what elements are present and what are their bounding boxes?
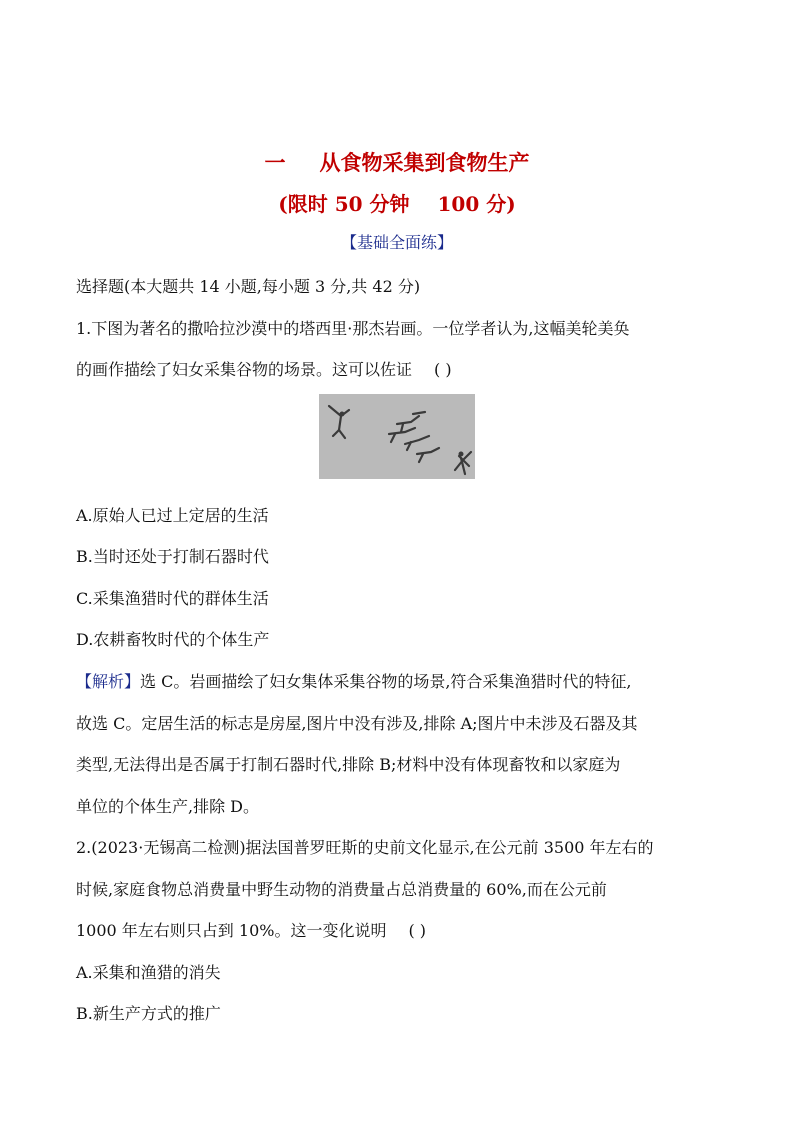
q1-option-a: A.原始人已过上定居的生活	[76, 506, 269, 525]
q1-option-d: D.农耕畜牧时代的个体生产	[76, 630, 270, 649]
q2-option-a: A.采集和渔猎的消失	[76, 963, 221, 982]
rock-painting-figures	[319, 394, 475, 479]
q1-option-c: C.采集渔猎时代的群体生活	[76, 589, 269, 608]
q1-stem-line-1: 1.下图为著名的撒哈拉沙漠中的塔西里·那杰岩画。一位学者认为,这幅美轮美奂	[76, 319, 630, 338]
time-limit: (限时 50 分钟	[278, 192, 410, 216]
q1-option-b: B.当时还处于打制石器时代	[76, 547, 269, 566]
q2-answer-blank: ( )	[408, 921, 427, 940]
q2-stem-line-3	[76, 918, 726, 941]
section-heading: 【基础全面练】	[340, 233, 453, 252]
page-title	[0, 147, 794, 177]
rock-painting-image	[319, 394, 475, 479]
q1-stem-text: 的画作描绘了妇女采集谷物的场景。这可以佐证	[76, 360, 413, 379]
q1-analysis-line-2: 故选 C。定居生活的标志是房屋,图片中没有涉及,排除 A;图片中未涉及石器及其	[76, 714, 638, 733]
title-number: 一	[264, 151, 286, 175]
analysis-text-1: 选 C。岩画描绘了妇女集体采集谷物的场景,符合采集渔猎时代的特征,	[140, 672, 632, 691]
score-total: 100 分)	[437, 192, 516, 216]
instructions: 选择题(本大题共 14 小题,每小题 3 分,共 42 分)	[76, 277, 421, 296]
q2-stem-text: 1000 年左右则只占到 10%。这一变化说明	[76, 921, 387, 940]
title-text: 从食物采集到食物生产	[319, 151, 530, 175]
q2-stem-line-2: 时候,家庭食物总消费量中野生动物的消费量占总消费量的 60%,而在公元前	[76, 880, 607, 899]
q2-option-b: B.新生产方式的推广	[76, 1004, 221, 1023]
q1-analysis-line-4: 单位的个体生产,排除 D。	[76, 797, 260, 816]
page-subtitle	[0, 188, 794, 217]
q1-analysis-line-1	[76, 669, 726, 692]
analysis-tag: 【解析】	[76, 672, 141, 691]
q1-answer-blank: ( )	[434, 360, 452, 379]
q2-stem-line-1: 2.(2023·无锡高二检测)据法国普罗旺斯的史前文化显示,在公元前 3500 年左右的	[76, 838, 654, 857]
q1-analysis-line-3: 类型,无法得出是否属于打制石器时代,排除 B;材料中没有体现畜牧和以家庭为	[76, 755, 621, 774]
q1-stem-line-2	[76, 357, 726, 380]
